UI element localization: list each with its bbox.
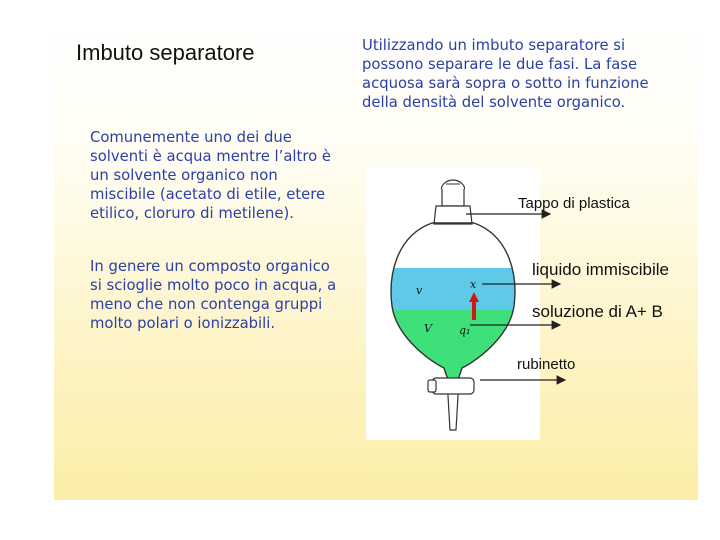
label-rubinetto: rubinetto xyxy=(517,356,576,373)
label-soluzione: soluzione di A+ B xyxy=(532,302,663,321)
label-liquido: liquido immiscibile xyxy=(532,260,669,279)
label-tappo: Tappo di plastica xyxy=(518,195,630,212)
symbol-x: x xyxy=(470,278,477,291)
symbol-q1: q₁ xyxy=(459,324,471,337)
slide-title: Imbuto separatore xyxy=(76,40,255,65)
symbol-v-lower: V xyxy=(424,322,432,335)
intro-paragraph: Utilizzando un imbuto separatore si possono separare le due fasi. La fase acquosa sarà sopra o sotto in funzione della densità del solvente organico. xyxy=(362,37,649,111)
solvents-paragraph: Comunemente uno dei due solventi è acqua mentre l’altro è un solvente organico non miscibile (acetato di etile, etere etilico, cloruro di metilene). xyxy=(90,129,331,222)
solubility-paragraph: In genere un composto organico si scioglie molto poco in acqua, a meno che non contenga gruppi molto polari o ionizzabili. xyxy=(90,258,337,332)
symbol-v-upper: v xyxy=(416,284,423,297)
